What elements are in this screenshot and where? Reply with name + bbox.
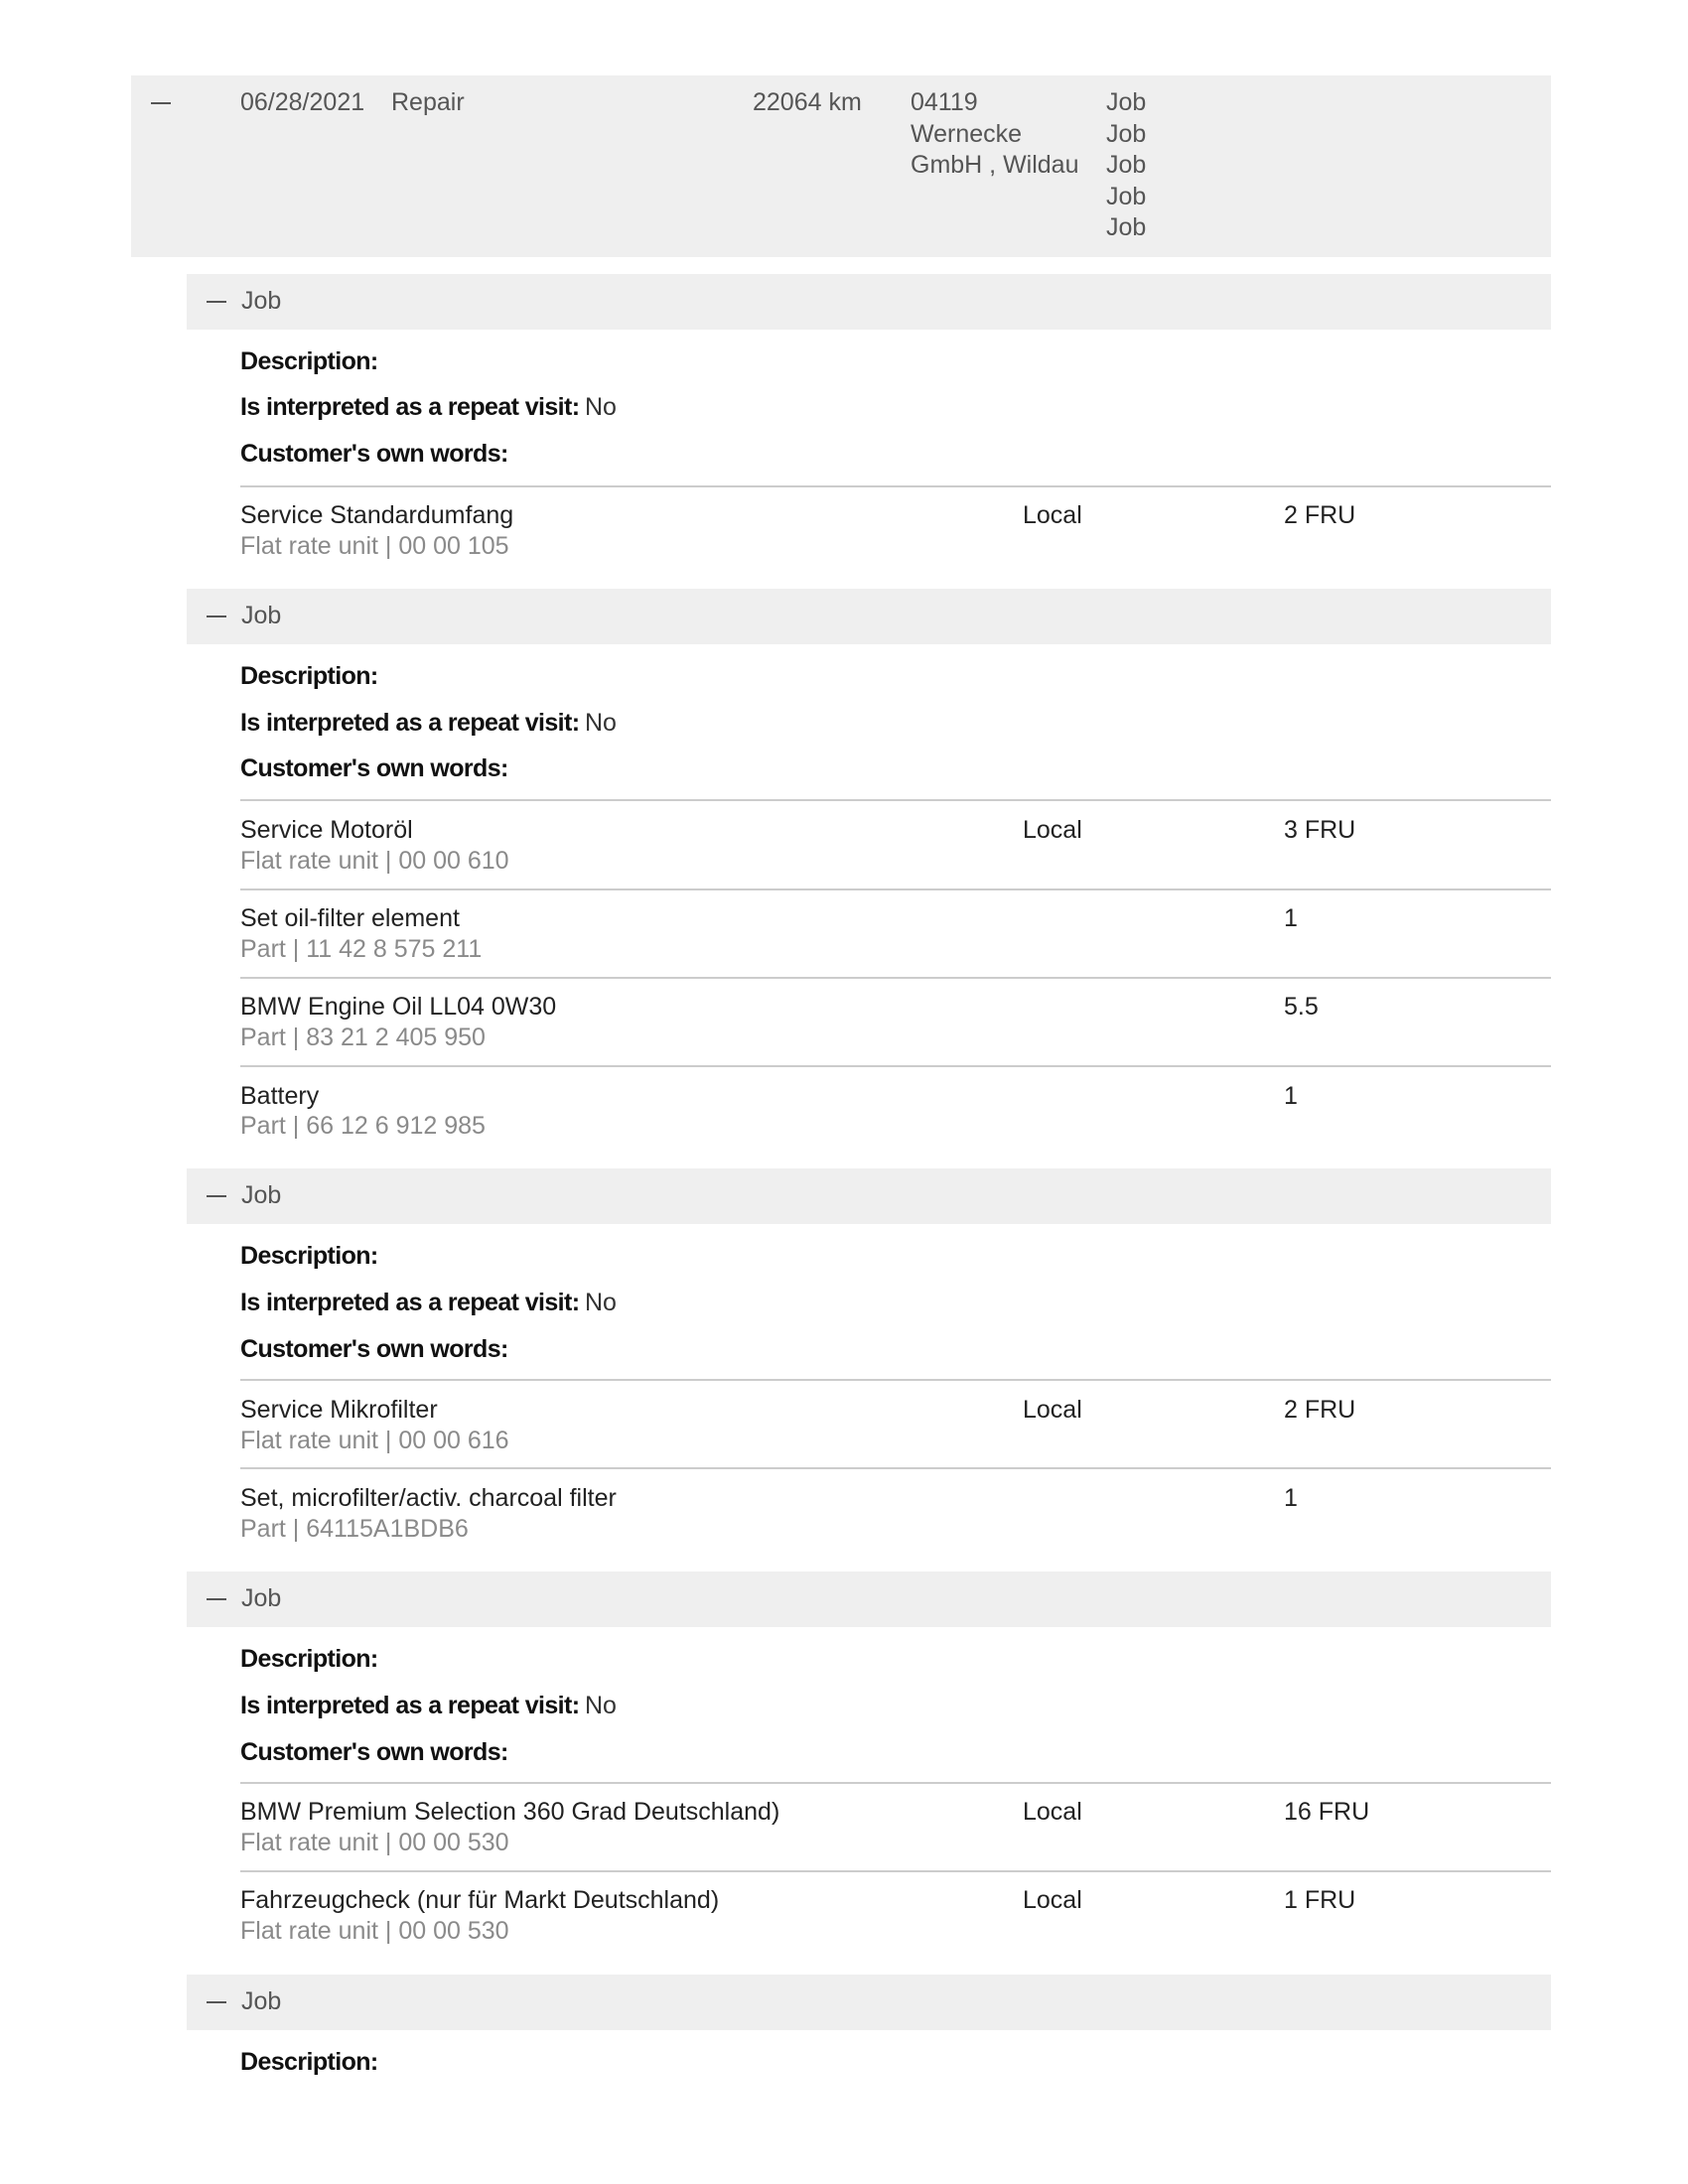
job-title: Job xyxy=(241,1181,282,1209)
divider xyxy=(240,1065,1551,1067)
job-title: Job xyxy=(241,1584,282,1612)
description-label: Description: xyxy=(240,1242,378,1270)
item-sub: Part | 64115A1BDB6 xyxy=(240,1515,469,1543)
item-qty: 1 FRU xyxy=(1284,1886,1356,1914)
item-qty: 1 xyxy=(1284,1082,1298,1110)
collapse-icon[interactable] xyxy=(151,102,171,104)
item-type: Local xyxy=(1023,501,1082,529)
repeat-visit-value: No xyxy=(585,393,617,421)
repeat-visit-value: No xyxy=(585,1289,617,1316)
item-name: Service Motoröl xyxy=(240,816,413,844)
visit-type: Repair xyxy=(391,88,465,116)
collapse-icon[interactable] xyxy=(207,1195,226,1197)
visit-job-list xyxy=(1106,87,1146,244)
item-qty: 1 xyxy=(1284,1484,1298,1512)
visit-dealer xyxy=(911,87,1078,182)
item-type: Local xyxy=(1023,1886,1082,1914)
collapse-icon[interactable] xyxy=(207,615,226,617)
job-header[interactable] xyxy=(187,1975,1551,2030)
job-title: Job xyxy=(241,1987,282,2015)
dealer-line: GmbH , Wildau xyxy=(911,151,1079,179)
item-sub: Flat rate unit | 00 00 610 xyxy=(240,847,509,875)
job-header[interactable] xyxy=(187,274,1551,330)
repeat-visit-value: No xyxy=(585,709,617,737)
item-name: Fahrzeugcheck (nur für Markt Deutschland) xyxy=(240,1886,720,1914)
item-qty: 3 FRU xyxy=(1284,816,1356,844)
own-words-label: Customer's own words: xyxy=(240,440,508,468)
item-sub: Flat rate unit | 00 00 616 xyxy=(240,1427,509,1454)
repeat-visit-label: Is interpreted as a repeat visit: xyxy=(240,1692,580,1719)
item-name: Set, microfilter/activ. charcoal filter xyxy=(240,1484,617,1512)
dealer-line: Wernecke xyxy=(911,119,1023,148)
description-label: Description: xyxy=(240,2048,378,2076)
job-list-item: Job xyxy=(1106,88,1147,116)
item-name: BMW Engine Oil LL04 0W30 xyxy=(240,993,557,1021)
item-sub: Part | 11 42 8 575 211 xyxy=(240,935,483,963)
item-name: Service Standardumfang xyxy=(240,501,514,529)
repeat-visit-label: Is interpreted as a repeat visit: xyxy=(240,1289,580,1316)
own-words-label: Customer's own words: xyxy=(240,1335,508,1363)
item-type: Local xyxy=(1023,816,1082,844)
repeat-visit-label: Is interpreted as a repeat visit: xyxy=(240,709,580,737)
job-list-item: Job xyxy=(1106,119,1147,148)
collapse-icon[interactable] xyxy=(207,2001,226,2003)
job-title: Job xyxy=(241,287,282,315)
divider xyxy=(240,1379,1551,1381)
repeat-visit-label: Is interpreted as a repeat visit: xyxy=(240,393,580,421)
item-name: BMW Premium Selection 360 Grad Deutschland) xyxy=(240,1798,780,1826)
item-sub: Flat rate unit | 00 00 530 xyxy=(240,1917,509,1945)
job-title: Job xyxy=(241,602,282,629)
divider xyxy=(240,888,1551,890)
divider xyxy=(240,799,1551,801)
own-words-label: Customer's own words: xyxy=(240,754,508,782)
job-list-item: Job xyxy=(1106,151,1147,179)
item-sub: Part | 66 12 6 912 985 xyxy=(240,1112,486,1140)
divider xyxy=(240,485,1551,487)
item-qty: 5.5 xyxy=(1284,993,1319,1021)
item-qty: 2 FRU xyxy=(1284,1396,1356,1424)
item-name: Battery xyxy=(240,1082,320,1110)
repeat-visit-value: No xyxy=(585,1692,617,1719)
item-type: Local xyxy=(1023,1798,1082,1826)
item-sub: Flat rate unit | 00 00 105 xyxy=(240,532,509,560)
item-name: Set oil-filter element xyxy=(240,904,460,932)
collapse-icon[interactable] xyxy=(207,301,226,303)
job-header[interactable] xyxy=(187,589,1551,644)
description-label: Description: xyxy=(240,1645,378,1673)
visit-mileage: 22064 km xyxy=(753,88,862,116)
item-qty: 16 FRU xyxy=(1284,1798,1370,1826)
item-type: Local xyxy=(1023,1396,1082,1424)
job-list-item: Job xyxy=(1106,182,1147,210)
job-list-item: Job xyxy=(1106,213,1147,241)
item-sub: Part | 83 21 2 405 950 xyxy=(240,1024,486,1051)
job-header[interactable] xyxy=(187,1571,1551,1627)
divider xyxy=(240,977,1551,979)
job-header[interactable] xyxy=(187,1168,1551,1224)
item-sub: Flat rate unit | 00 00 530 xyxy=(240,1829,509,1856)
visit-header[interactable] xyxy=(131,75,1551,257)
description-label: Description: xyxy=(240,347,378,375)
description-label: Description: xyxy=(240,662,378,690)
divider xyxy=(240,1870,1551,1872)
item-qty: 2 FRU xyxy=(1284,501,1356,529)
collapse-icon[interactable] xyxy=(207,1598,226,1600)
item-name: Service Mikrofilter xyxy=(240,1396,438,1424)
visit-date: 06/28/2021 xyxy=(240,88,365,116)
item-qty: 1 xyxy=(1284,904,1298,932)
divider xyxy=(240,1467,1551,1469)
divider xyxy=(240,1782,1551,1784)
own-words-label: Customer's own words: xyxy=(240,1738,508,1766)
dealer-line: 04119 xyxy=(911,88,978,116)
